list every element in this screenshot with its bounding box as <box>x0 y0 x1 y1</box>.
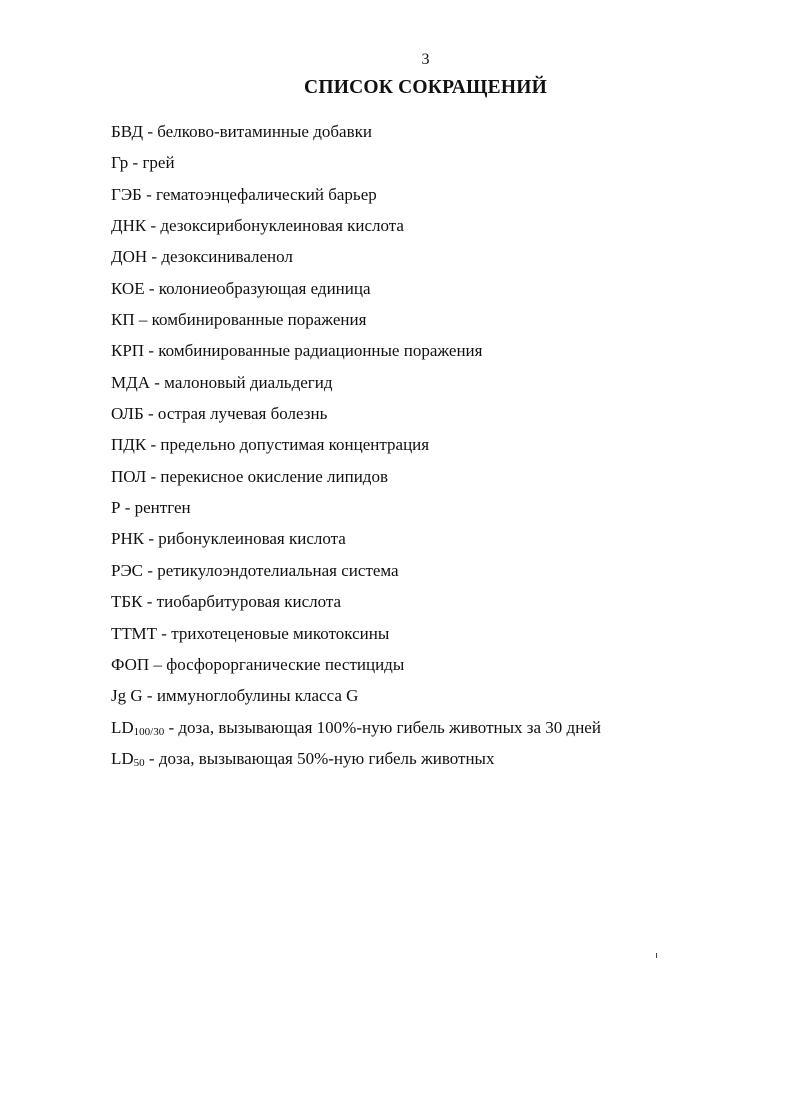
abbreviation-term: Р <box>111 498 121 518</box>
abbreviation-separator: - <box>146 216 161 236</box>
abbreviation-item <box>111 118 731 149</box>
abbreviation-item <box>111 431 731 462</box>
abbreviation-term: ФОП <box>111 654 150 674</box>
abbreviation-item <box>111 463 731 494</box>
abbreviation-item <box>111 525 731 556</box>
abbreviation-term: ГЭБ <box>111 184 142 204</box>
abbreviation-list <box>111 118 731 776</box>
abbreviation-separator: - <box>150 372 165 392</box>
abbreviation-item <box>111 275 731 306</box>
abbreviation-separator: - <box>120 498 135 518</box>
abbreviation-term: LD <box>111 717 134 737</box>
abbreviation-subscript: 100/30 <box>133 725 165 738</box>
abbreviation-item <box>111 494 731 525</box>
abbreviation-definition: малоновый диальдегид <box>164 372 333 392</box>
abbreviation-term: ДНК <box>111 216 147 236</box>
abbreviation-definition: рибонуклеиновая кислота <box>158 529 346 549</box>
abbreviation-item <box>111 745 731 776</box>
abbreviation-definition: фосфорорганические пестициды <box>166 654 405 674</box>
abbreviation-definition: предельно допустимая концентрация <box>160 435 430 455</box>
abbreviation-item <box>111 714 731 745</box>
abbreviation-separator: - <box>144 341 159 361</box>
abbreviation-definition: доза, вызывающая 100%-ную гибель животных за 30 дней <box>178 717 601 737</box>
abbreviation-definition: комбинированные радиационные поражения <box>158 341 483 361</box>
abbreviation-item <box>111 306 731 337</box>
abbreviation-definition: грей <box>142 153 175 173</box>
abbreviation-item <box>111 181 731 212</box>
abbreviation-definition: дезоксиниваленол <box>161 247 293 267</box>
abbreviation-separator: – <box>134 310 152 330</box>
abbreviation-definition: гематоэнцефалический барьер <box>155 184 377 204</box>
abbreviation-item <box>111 369 731 400</box>
abbreviation-item <box>111 651 731 682</box>
abbreviation-item <box>111 149 731 180</box>
scan-mark <box>656 953 657 958</box>
abbreviation-term: Jg G <box>111 686 143 706</box>
abbreviation-separator: - <box>143 404 158 424</box>
abbreviation-term: БВД <box>111 122 144 141</box>
abbreviation-separator: - <box>144 278 159 298</box>
abbreviation-term: КОЕ <box>111 278 145 298</box>
abbreviation-item <box>111 243 731 274</box>
abbreviation-term: ОЛБ <box>111 404 144 424</box>
abbreviation-definition: рентген <box>134 498 191 518</box>
abbreviation-separator: - <box>143 560 158 580</box>
abbreviation-item <box>111 588 731 619</box>
abbreviation-definition: тиобарбитуровая кислота <box>156 592 342 612</box>
abbreviation-definition: белково-витаминные добавки <box>157 122 372 141</box>
abbreviation-separator: - <box>146 466 161 486</box>
abbreviation-item <box>111 682 731 713</box>
abbreviation-definition: колониеобразующая единица <box>158 278 371 298</box>
abbreviation-term: МДА <box>111 372 150 392</box>
abbreviation-definition: трихотеценовые микотоксины <box>171 623 390 643</box>
abbreviation-term: РНК <box>111 529 145 549</box>
abbreviation-subscript: 50 <box>133 756 145 769</box>
abbreviation-definition: ретикулоэндотелиальная система <box>157 560 399 580</box>
abbreviation-separator: - <box>144 748 159 768</box>
abbreviation-definition: перекисное окисление липидов <box>160 466 388 486</box>
abbreviation-term: ПДК <box>111 435 147 455</box>
abbreviation-definition: острая лучевая болезнь <box>157 404 328 424</box>
abbreviation-term: КРП <box>111 341 145 361</box>
abbreviation-definition: комбинированные поражения <box>151 310 367 330</box>
abbreviation-item <box>111 337 731 368</box>
abbreviation-separator: - <box>144 529 159 549</box>
abbreviation-separator: - <box>142 686 157 706</box>
page-number: 3 <box>421 51 430 68</box>
abbreviation-term: РЭС <box>111 560 144 580</box>
abbreviation-definition: иммуноглобулины класса G <box>156 686 359 706</box>
abbreviation-separator: - <box>164 717 179 737</box>
abbreviation-separator: - <box>142 592 157 612</box>
abbreviation-separator: - <box>128 153 143 173</box>
abbreviation-item <box>111 400 731 431</box>
abbreviation-term: LD <box>111 748 134 768</box>
abbreviation-definition: доза, вызывающая 50%-ную гибель животных <box>158 748 495 768</box>
abbreviation-term: ТТМТ <box>111 623 158 643</box>
page-title: СПИСОК СОКРАЩЕНИЙ <box>304 77 547 98</box>
abbreviation-definition: дезоксирибонуклеиновая кислота <box>160 216 404 236</box>
abbreviation-term: ТБК <box>111 592 143 612</box>
abbreviation-separator: - <box>141 184 156 204</box>
abbreviation-item <box>111 557 731 588</box>
abbreviation-term: Гр <box>111 153 129 173</box>
abbreviation-item <box>111 212 731 243</box>
abbreviation-separator: - <box>147 247 162 267</box>
abbreviation-separator: – <box>149 654 167 674</box>
abbreviation-separator: - <box>146 435 161 455</box>
abbreviation-separator: - <box>157 623 172 643</box>
abbreviation-term: КП <box>111 310 135 330</box>
abbreviation-separator: - <box>143 122 158 141</box>
abbreviation-term: ДОН <box>111 247 148 267</box>
abbreviation-item <box>111 620 731 651</box>
abbreviation-term: ПОЛ <box>111 466 147 486</box>
